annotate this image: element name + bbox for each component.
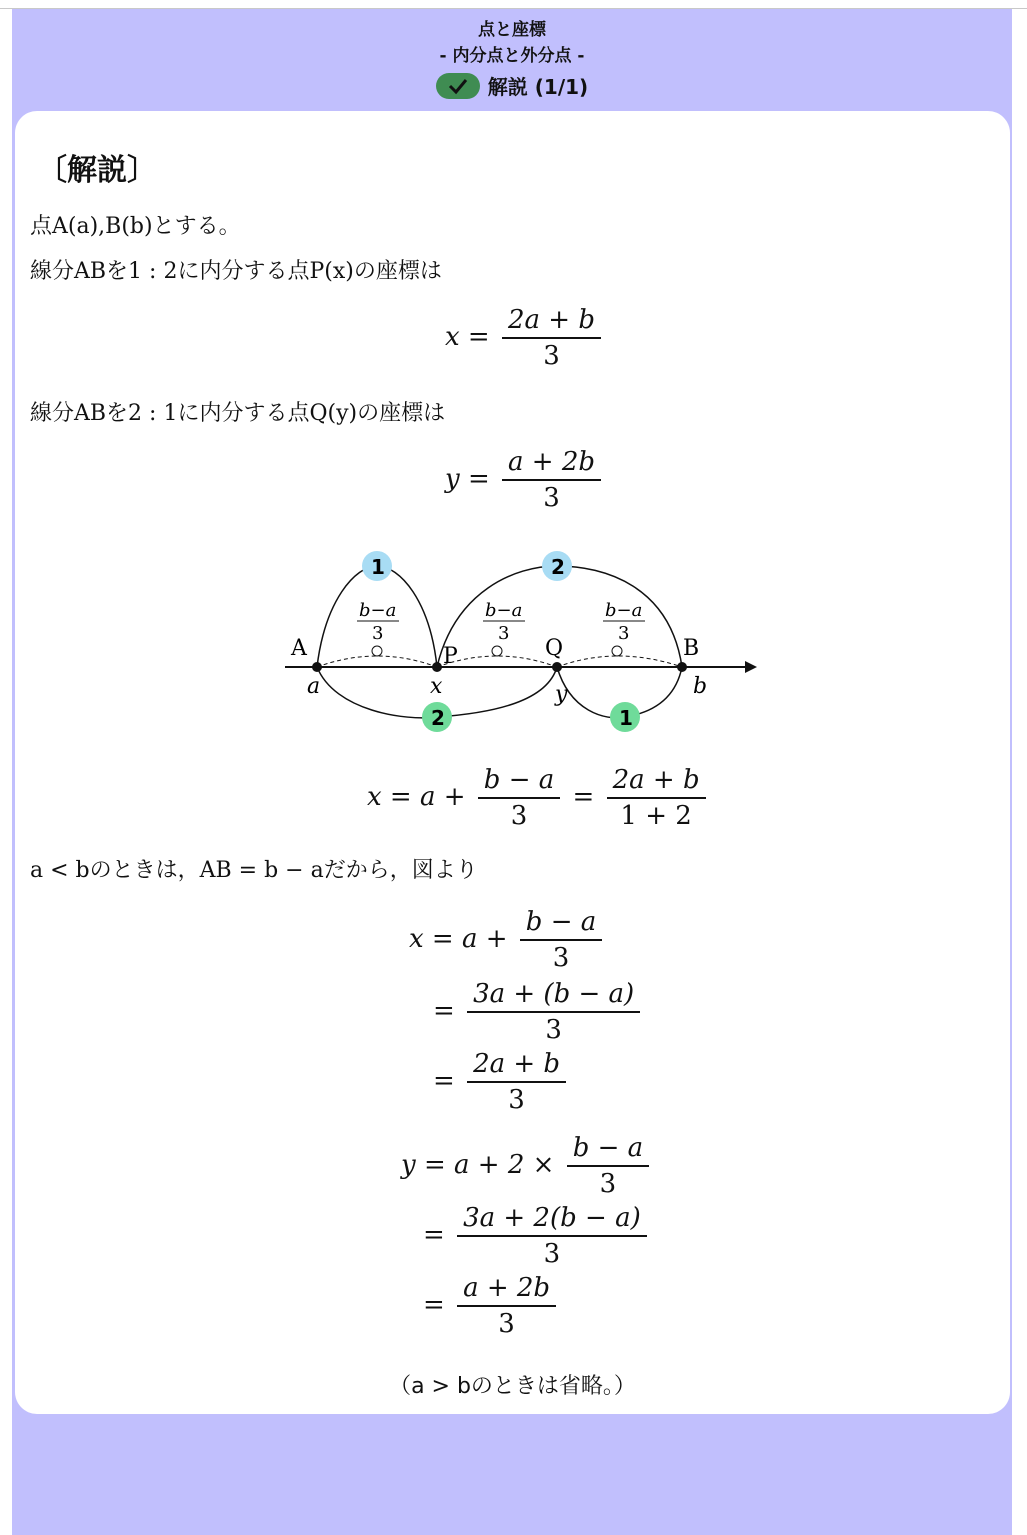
equation-x-step-1: x = a + $\frac{b - a}{3}$ [409,905,606,975]
point-a [312,662,322,672]
coord-label-y: y [555,682,568,707]
check-icon [447,77,469,95]
segment-label [357,600,399,644]
line-points: 点A(a),B(b)とする。 [30,214,241,239]
ratio-label: 2 [551,555,565,579]
note-omitted: （a > bのときは省略。） [389,1374,636,1399]
ratio-label: 1 [371,555,385,579]
equation-y-step-3: = $\frac{a + 2b}{3}$ [423,1271,560,1341]
svg-text:b−a: b−a [485,600,523,621]
equation-y-step-1: y = a + 2 × $\frac{b - a}{3}$ [401,1131,653,1201]
equation-x-step-3: = $\frac{2a + b}{3}$ [433,1047,570,1117]
point-b [677,662,687,672]
dashed-arc [557,656,682,667]
coord-label-x: x [430,674,443,699]
line-p-ratio: 線分ABを1 : 2に内分する点P(x)の座標は [30,259,442,284]
equation-x: x = $\frac{2a + b}{3}$ [445,303,605,373]
status-label: 解説 (1/1) [487,75,589,99]
dashed-arc [317,656,437,667]
point-label-P: P [443,644,458,669]
point-label-A: A [291,636,307,661]
point-q [552,662,562,672]
explanation-card [15,111,1010,1414]
ratio-label: 1 [619,706,633,730]
page-title: 点と座標 [478,20,546,40]
midpoint-marker [612,646,622,656]
midpoint-marker [372,646,382,656]
equation-y-step-2: = $\frac{3a + 2(b - a)}{3}$ [423,1201,651,1271]
point-p [432,662,442,672]
svg-text:3: 3 [498,623,510,644]
svg-text:3: 3 [618,623,630,644]
point-label-Q: Q [545,636,564,661]
segment-label [603,600,645,644]
number-line-diagram [285,541,765,741]
check-badge [436,73,480,99]
axis-arrow-icon [745,661,757,673]
midpoint-marker [492,646,502,656]
svg-text:b−a: b−a [605,600,643,621]
equation-y: y = $\frac{a + 2b}{3}$ [445,445,605,515]
line-q-ratio: 線分ABを2 : 1に内分する点Q(y)の座標は [30,401,446,426]
page-subtitle: - 内分点と外分点 - [439,46,585,66]
fraction: $\frac{a + 2b}{3}$ [502,445,601,515]
fraction: $\frac{2a + b}{3}$ [502,303,601,373]
ratio-label: 2 [431,706,445,730]
point-label-B: B [683,636,700,661]
svg-text:3: 3 [372,623,384,644]
coord-label-b: b [693,674,708,699]
equation-x-derivation: x = a + $\frac{b - a}{3}$ = $\frac{2a + b}{1 + 2}$ [367,763,710,833]
segment-label [483,600,525,644]
coord-label-a: a [307,674,321,699]
header [12,17,1012,100]
svg-text:b−a: b−a [359,600,397,621]
page-frame [12,9,1012,1535]
status-row [12,71,1012,100]
line-condition: a < bのときは，AB = b − aだから，図より [30,858,478,883]
section-heading: 〔解説〕 [37,153,157,188]
equation-x-step-2: = $\frac{3a + (b - a)}{3}$ [433,977,644,1047]
